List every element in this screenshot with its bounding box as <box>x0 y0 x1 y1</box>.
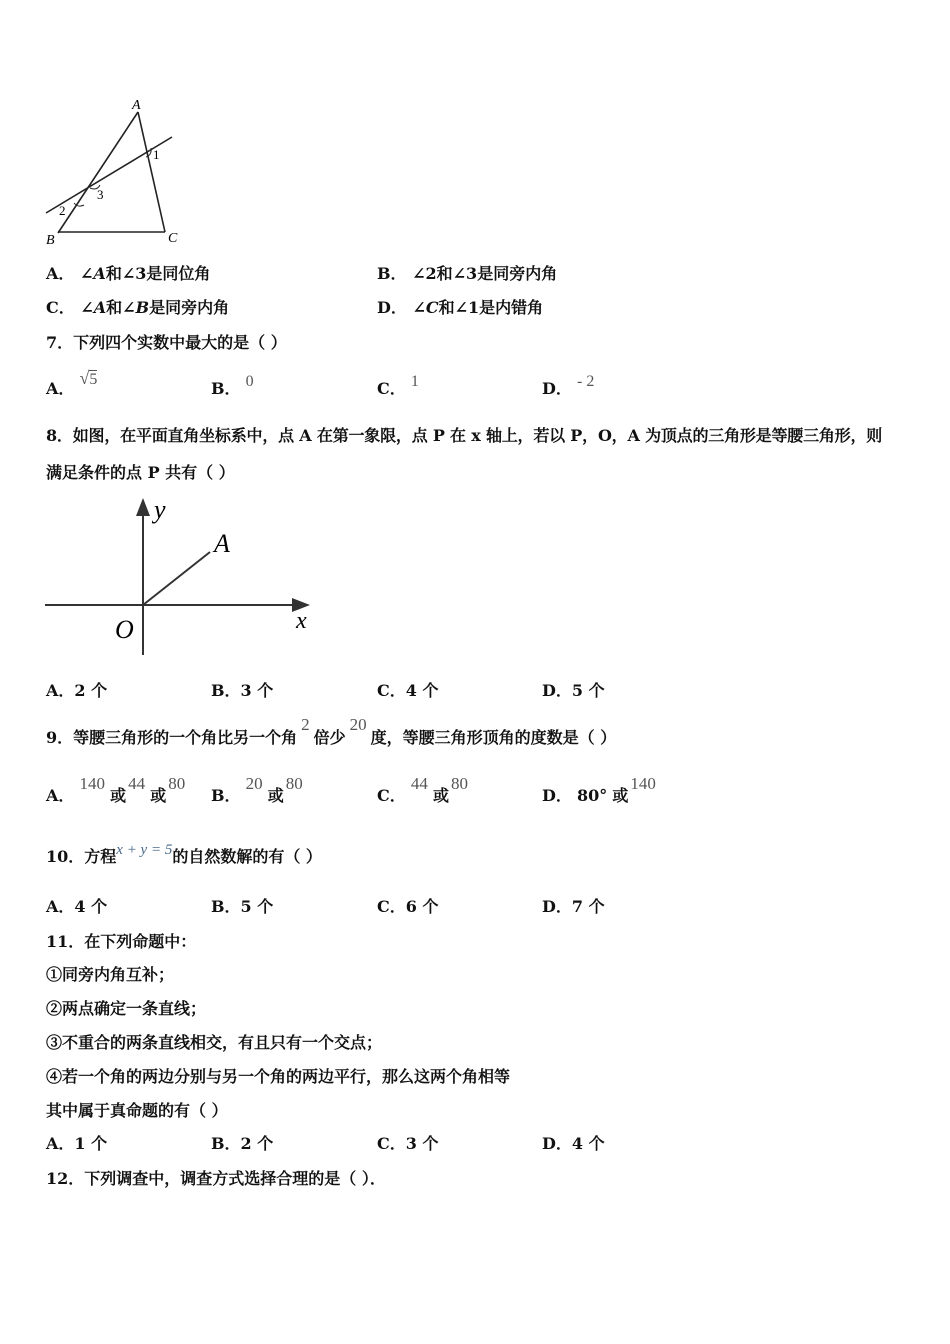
q11-statement-4: ④若一个角的两边分别与另一个角的两边平行，那么这两个角相等 <box>46 1067 511 1086</box>
q11-question: 其中属于真命题的有（ ） <box>46 1101 228 1120</box>
q10-stem: 10．方程x + y = 5的自然数解的有（ ） <box>46 842 322 866</box>
triangle-figure <box>40 95 190 250</box>
vertex-label-a: A <box>132 98 141 113</box>
q8-option-a[interactable]: A．2 个 <box>46 681 108 700</box>
vertex-label-b: B <box>46 233 55 248</box>
q11-statement-1: ①同旁内角互补； <box>46 965 175 984</box>
q6-option-c[interactable]: C． ∠A和∠B是同旁内角 <box>46 298 230 317</box>
coordinate-figure <box>40 490 330 665</box>
vertex-label-c: C <box>168 231 178 246</box>
side-ac <box>138 112 165 232</box>
y-axis-label: y <box>154 495 166 524</box>
q8-stem-line2: 满足条件的点 P 共有（ ） <box>46 463 235 482</box>
equation: x + y = 5 <box>116 842 173 858</box>
origin-label: O <box>115 615 134 644</box>
q11-statement-3: ③不重合的两条直线相交，有且只有一个交点； <box>46 1033 383 1052</box>
angle-label-1: 1 <box>153 147 160 162</box>
x-axis-label: x <box>296 608 307 634</box>
q8-option-d[interactable]: D．5 个 <box>542 681 605 700</box>
q8-option-c[interactable]: C．4 个 <box>377 681 439 700</box>
q10-option-d[interactable]: D．7 个 <box>542 897 605 916</box>
q11-statement-2: ②两点确定一条直线； <box>46 999 207 1018</box>
q9-option-d[interactable]: D． 80° 或140 <box>542 774 656 805</box>
side-ab <box>58 112 138 233</box>
q6-option-a[interactable]: A． ∠A和∠3是同位角 <box>46 264 211 283</box>
q7-option-c[interactable]: C． 1 <box>377 373 419 398</box>
q7-option-d[interactable]: D． - 2 <box>542 373 595 398</box>
angle-label-3: 3 <box>97 187 104 202</box>
q7-option-b[interactable]: B． 0 <box>211 373 254 398</box>
q8-stem-line1: 8．如图，在平面直角坐标系中，点 A 在第一象限，点 P 在 x 轴上，若以 P，O，A 为顶点的三角形是等腰三角形，则 <box>46 426 883 445</box>
q12-stem: 12．下列调查中，调查方式选择合理的是（ ）． <box>46 1169 386 1188</box>
q10-option-b[interactable]: B．5 个 <box>211 897 274 916</box>
q10-option-a[interactable]: A．4 个 <box>46 897 108 916</box>
q10-option-c[interactable]: C．6 个 <box>377 897 439 916</box>
q8-option-b[interactable]: B．3 个 <box>211 681 274 700</box>
q6-option-b[interactable]: B． ∠2和∠3是同旁内角 <box>377 264 558 283</box>
q11-option-a[interactable]: A．1 个 <box>46 1134 108 1153</box>
y-axis-arrow <box>136 498 150 516</box>
q9-stem: 9．等腰三角形的一个角比另一个角2倍少20度，等腰三角形顶角的度数是（ ） <box>46 715 617 747</box>
sqrt-symbol: √ <box>79 368 90 388</box>
segment-oa <box>143 552 210 605</box>
q7-stem: 7．下列四个实数中最大的是（ ） <box>46 333 287 352</box>
q9-option-b[interactable]: B． 20 或80 <box>211 774 303 805</box>
q7-option-a[interactable]: A． √5 <box>46 368 98 398</box>
q9-option-c[interactable]: C． 44 或80 <box>377 774 468 805</box>
point-a-label: A <box>214 529 230 558</box>
q6-option-d[interactable]: D． ∠C和∠1是内错角 <box>377 298 544 317</box>
q11-stem: 11．在下列命题中： <box>46 932 197 951</box>
q9-option-a[interactable]: A． 140 或44 或80 <box>46 774 186 805</box>
angle-label-2: 2 <box>59 203 66 218</box>
q11-option-b[interactable]: B．2 个 <box>211 1134 274 1153</box>
q11-option-d[interactable]: D．4 个 <box>542 1134 605 1153</box>
q11-option-c[interactable]: C．3 个 <box>377 1134 439 1153</box>
